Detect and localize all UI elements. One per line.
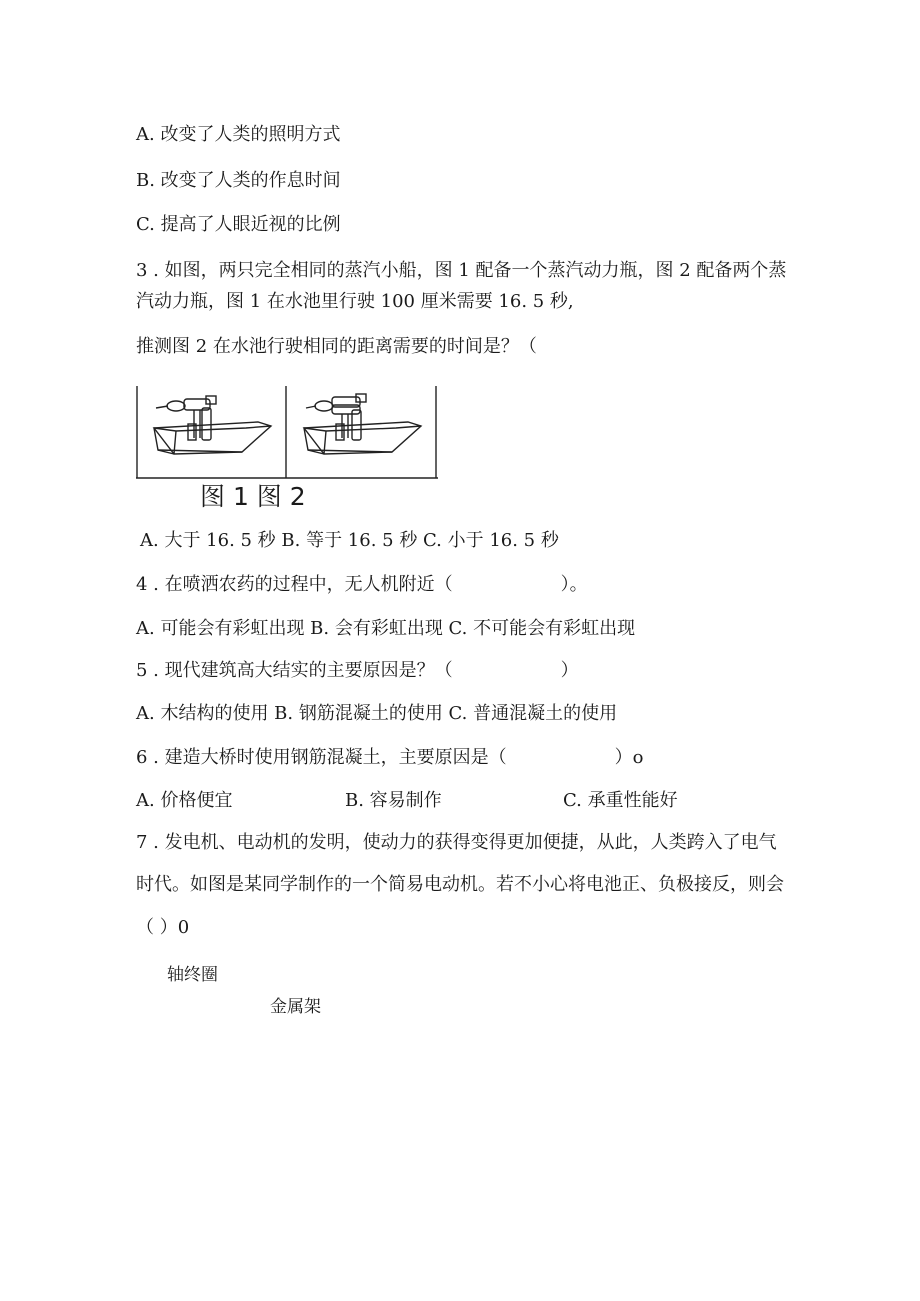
q4-stem: 4 . 在喷洒农药的过程中，无人机附近（ ）。 <box>136 574 588 595</box>
steam-boat-figure <box>136 386 440 480</box>
boat-1-drawing <box>154 396 271 454</box>
q2-option-a: A. 改变了人类的照明方式 <box>136 124 341 145</box>
motor-label-coil: 轴终圈 <box>167 965 218 985</box>
q3-stem-line2: 汽动力瓶，图 1 在水池里行驶 100 厘米需要 16. 5 秒, <box>136 291 574 312</box>
q7-stem-line1: 7 . 发电机、电动机的发明，使动力的获得变得更加便捷，从此，人类跨入了电气 <box>136 832 777 853</box>
q6-stem: 6 . 建造大桥时使用钢筋混凝土，主要原因是（ ）o <box>136 747 644 768</box>
q6-options <box>136 789 696 813</box>
q6-option-c: C. 承重性能好 <box>563 790 678 811</box>
q4-options: A. 可能会有彩虹出现 B. 会有彩虹出现 C. 不可能会有彩虹出现 <box>136 618 636 639</box>
q2-option-c: C. 提高了人眼近视的比例 <box>136 214 341 235</box>
q2-option-b: B. 改变了人类的作息时间 <box>136 170 341 191</box>
q7-stem-line3: （ ）0 <box>136 917 190 938</box>
q7-stem-line2: 时代。如图是某同学制作的一个简易电动机。若不小心将电池正、负极接反，则会 <box>136 874 784 895</box>
q5-options: A. 木结构的使用 B. 钢筋混凝土的使用 C. 普通混凝土的使用 <box>136 703 618 724</box>
q6-option-b: B. 容易制作 <box>345 790 442 811</box>
q6-option-a: A. 价格便宜 <box>136 790 233 811</box>
q5-stem: 5 . 现代建筑高大结实的主要原因是？（ ） <box>136 660 579 681</box>
q3-options: A. 大于 16. 5 秒 B. 等于 16. 5 秒 C. 小于 16. 5 秒 <box>140 530 559 551</box>
boat-2-drawing <box>304 394 421 454</box>
figure-caption: 图 1 图 2 <box>200 482 306 511</box>
motor-label-frame: 金属架 <box>270 997 321 1017</box>
q3-stem-line3: 推测图 2 在水池行驶相同的距离需要的时间是？（ <box>136 336 537 357</box>
q3-stem-line1: 3 . 如图，两只完全相同的蒸汽小船，图 1 配备一个蒸汽动力瓶，图 2 配备两个蒸 <box>136 260 787 281</box>
